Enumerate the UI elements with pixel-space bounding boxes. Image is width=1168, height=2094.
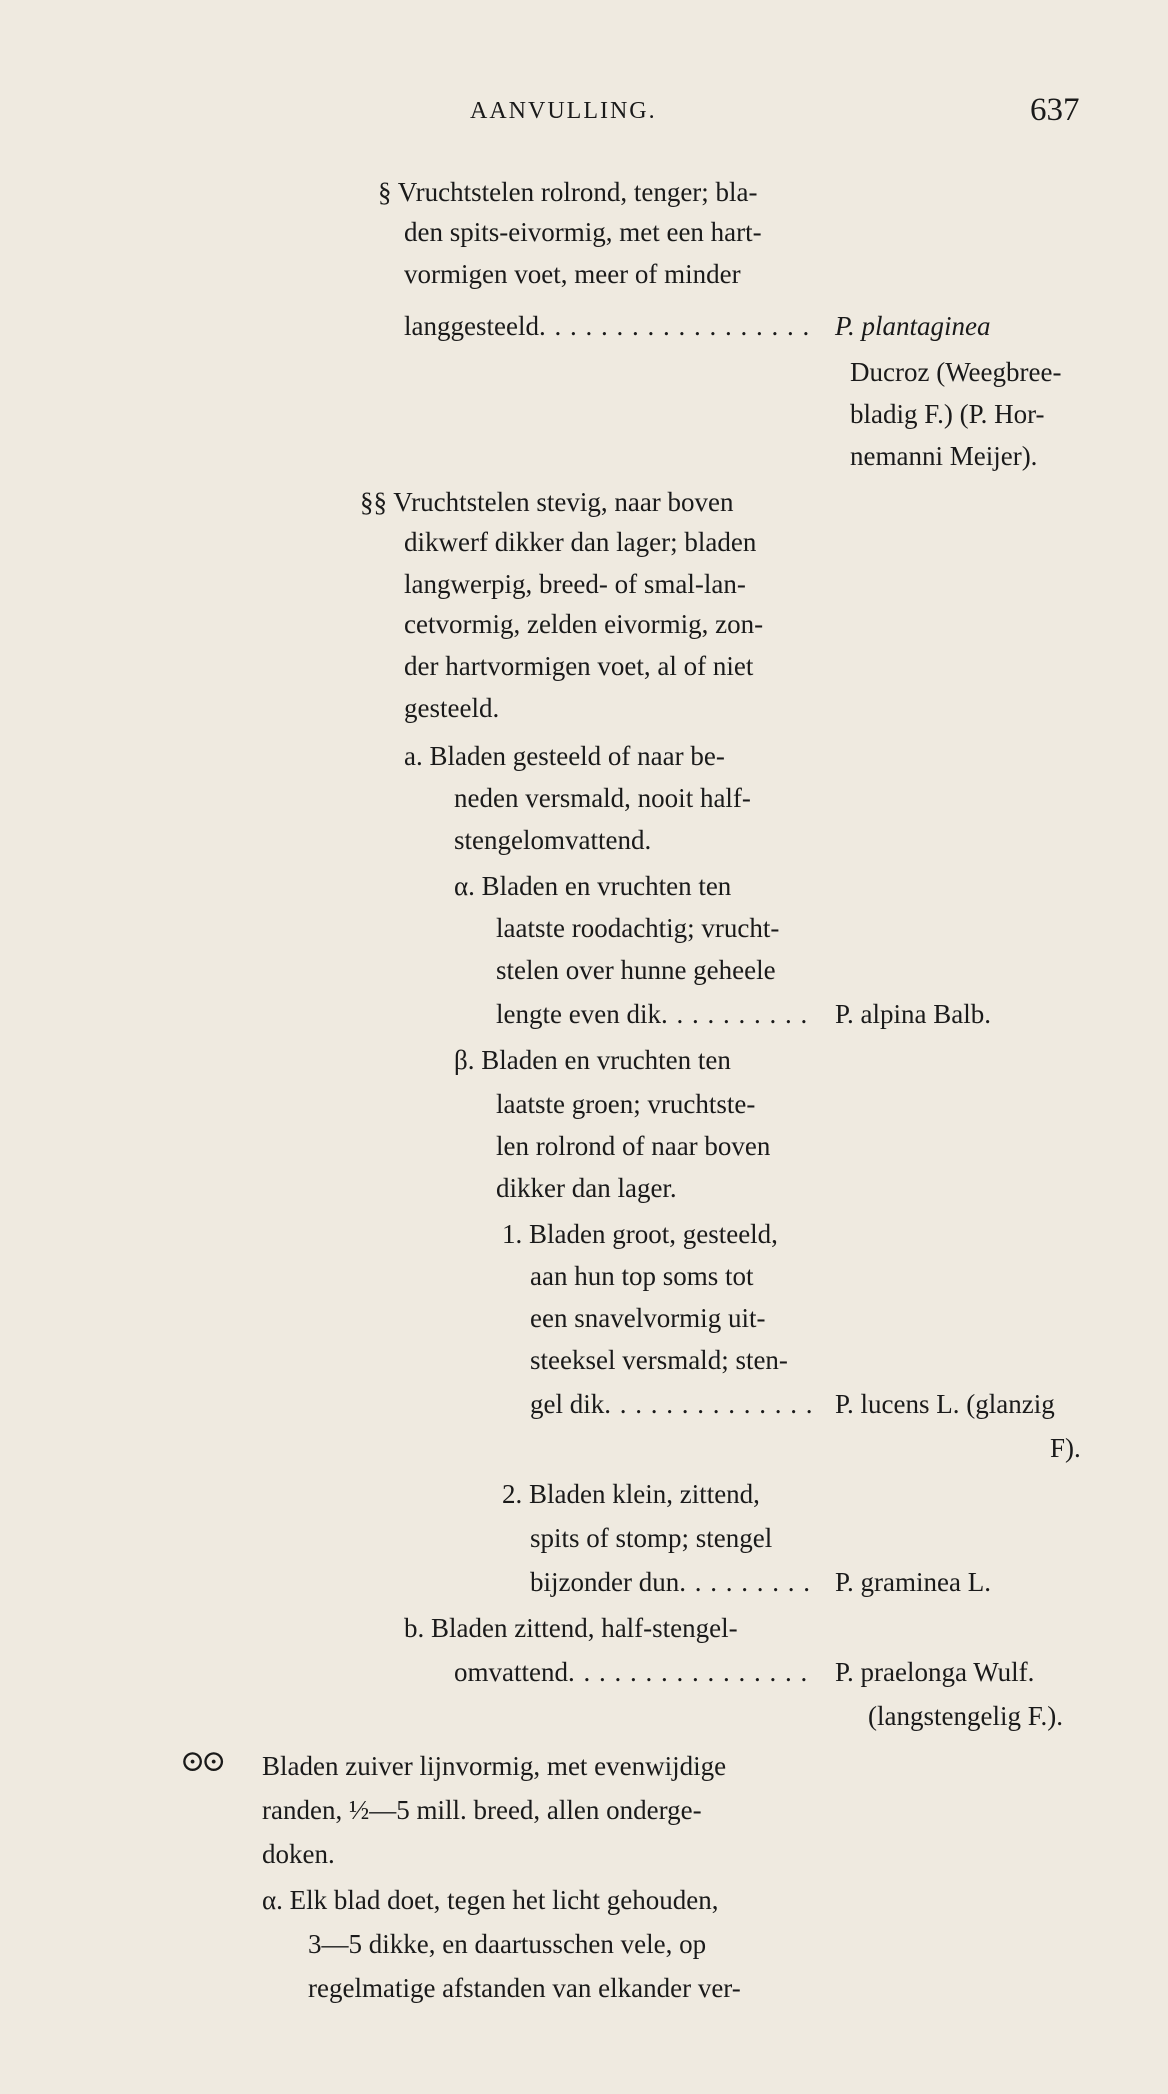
leader-line	[530, 1562, 816, 1602]
text-line: randen, ½—5 mill. breed, allen onderge-	[262, 1795, 702, 1825]
running-header: AANVULLING.	[470, 98, 657, 124]
text-line: b. Bladen zittend, half-stengel-	[404, 1613, 738, 1643]
leader-line	[404, 306, 816, 346]
text-line: a. Bladen gesteeld of naar be-	[404, 741, 725, 771]
text-line: omvattend	[454, 1657, 568, 1687]
text-line: stengelomvattend.	[454, 825, 652, 855]
text-line: gesteeld.	[404, 693, 500, 723]
species-name: P. plantaginea	[835, 311, 991, 341]
double-circle-icon: ⊙⊙	[180, 1745, 223, 1778]
text-line: 2. Bladen klein, zittend,	[502, 1479, 760, 1509]
dot-leader	[539, 306, 816, 346]
text-line: §§ Vruchtstelen stevig, naar boven	[360, 487, 734, 517]
text-line: α. Elk blad doet, tegen het licht gehouden,	[262, 1885, 719, 1915]
text-line: 3—5 dikke, en daartusschen vele, op	[308, 1929, 707, 1959]
text-line: len rolrond of naar boven	[496, 1131, 771, 1161]
text-line: een snavelvormig uit-	[530, 1303, 766, 1333]
text-line: aan hun top soms tot	[530, 1261, 754, 1291]
text-line: den spits-eivormig, met een hart-	[404, 217, 762, 247]
text-line: laatste groen; vruchtste-	[496, 1089, 756, 1119]
text-line: langwerpig, breed- of smal-lan-	[404, 569, 746, 599]
leader-line	[496, 994, 816, 1034]
dot-leader	[604, 1384, 816, 1424]
text-line: regelmatige afstanden van elkander ver-	[308, 1973, 741, 2003]
species-name: P. lucens L. (glanzig	[835, 1389, 1055, 1419]
text-line: doken.	[262, 1839, 335, 1869]
text-line: dikker dan lager.	[496, 1173, 677, 1203]
text-line: bijzonder dun	[530, 1567, 680, 1597]
text-line: α. Bladen en vruchten ten	[454, 871, 732, 901]
dot-leader	[679, 1562, 816, 1602]
text-line: β. Bladen en vruchten ten	[454, 1045, 731, 1075]
text-line: der hartvormigen voet, al of niet	[404, 651, 754, 681]
species-vernacular: F).	[1050, 1433, 1081, 1463]
species-name: P. alpina Balb.	[835, 999, 991, 1029]
species-vernacular: bladig F.) (P. Hor-	[850, 399, 1045, 429]
species-synonym: nemanni Meijer).	[850, 441, 1038, 471]
text-line: dikwerf dikker dan lager; bladen	[404, 527, 757, 557]
text-line: Bladen zuiver lijnvormig, met evenwijdige	[262, 1751, 727, 1781]
text-line: neden versmald, nooit half-	[454, 783, 751, 813]
text-line: langgesteeld	[404, 311, 539, 341]
text-line: steeksel versmald; sten-	[530, 1345, 788, 1375]
page-number: 637	[1030, 92, 1080, 128]
dot-leader	[661, 994, 816, 1034]
text-line: cetvormig, zelden eivormig, zon-	[404, 609, 764, 639]
text-line: spits of stomp; stengel	[530, 1523, 773, 1553]
text-line: 1. Bladen groot, gesteeld,	[502, 1219, 778, 1249]
species-author: Ducroz (Weegbree-	[850, 357, 1062, 387]
text-line: lengte even dik	[496, 999, 661, 1029]
species-name: P. graminea L.	[835, 1567, 991, 1597]
text-line: vormigen voet, meer of minder	[404, 259, 741, 289]
text-line: stelen over hunne geheele	[496, 955, 776, 985]
species-vernacular: (langstengelig F.).	[868, 1701, 1064, 1731]
text-line: gel dik	[530, 1389, 605, 1419]
species-name: P. praelonga Wulf.	[835, 1657, 1035, 1687]
dot-leader	[568, 1652, 816, 1692]
leader-line	[530, 1384, 816, 1424]
text-line: laatste roodachtig; vrucht-	[496, 913, 780, 943]
leader-line	[454, 1652, 816, 1692]
text-line: § Vruchtstelen rolrond, tenger; bla-	[378, 177, 758, 207]
